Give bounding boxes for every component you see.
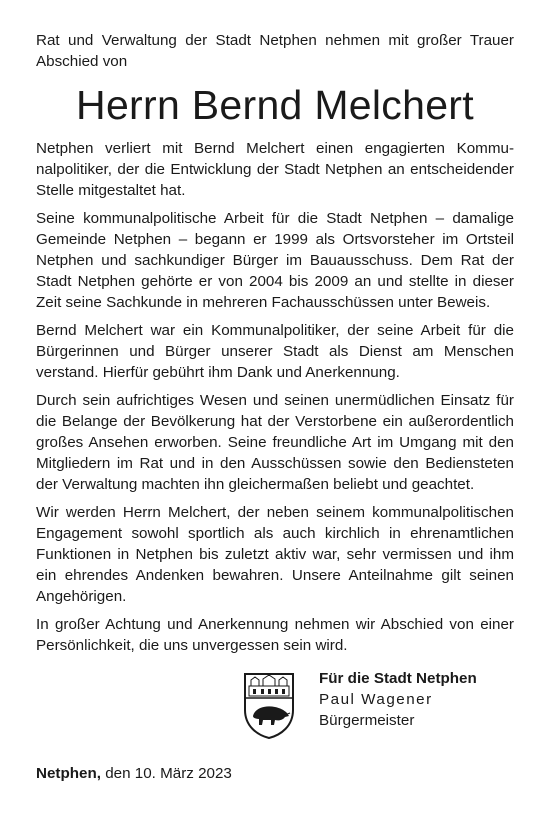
footer-date: den 10. März 2023 (100, 765, 232, 782)
signature-block (36, 668, 514, 758)
obituary-notice (36, 30, 514, 758)
footer-place: Netphen, (36, 765, 101, 782)
deceased-name: Herrn Bernd Melchert (76, 82, 474, 128)
signature-organization: Für die Stadt Netphen (319, 670, 477, 687)
intro-text: Rat und Verwaltung der Stadt Netphen nehmen mit großer Trauer Abschied von (36, 32, 514, 70)
signature-person: Paul Wagener (319, 691, 433, 708)
signature-text (319, 668, 477, 731)
place-and-date (36, 763, 232, 784)
paragraph: Netphen verliert mit Bernd Melchert einen engagierten Kommunalpolitiker, der die Entwicklung der Stadt Netphen an entscheidender Stelle mitgestaltet hat. (36, 140, 514, 199)
signature-role: Bürgermeister (319, 712, 415, 729)
paragraph: Wir werden Herrn Melchert, der neben seinem kommunalpolitischen Engagement sowohl sportlich als auch kirchlich in ehrenamtlichen Funktionen in Netphen bis zuletzt aktiv war, sehr vermissen und ihm ein ehrendes Andenken bewahren. Unsere Anteilnahme gilt seinen Angehörigen. (36, 504, 514, 605)
paragraph: Bernd Melchert war ein Kommunalpolitiker, der seine Arbeit für die Bürgerinnen und Bürger unserer Stadt als Dienst am Menschen verstand. Hierfür gebührt ihm Dank und Anerkennung. (36, 322, 514, 381)
paragraph: In großer Achtung und Anerkennung nehmen wir Abschied von einer Persönlichkeit, die uns unvergessen sein wird. (36, 616, 514, 654)
paragraph: Seine kommunalpolitische Arbeit für die Stadt Netphen – damalige Gemeinde Netphen – begann er 1999 als Ortsvorsteher im Ortsteil Netphen und sachkundiger Bürger im Bauausschuss. Dem Rat der Stadt Netphen gehörte er von 2004 bis 2009 an und stellte in dieser Zeit seine Sachkunde in mehreren Fachausschüssen unter Beweis. (36, 210, 514, 311)
paragraph: Durch sein aufrichtiges Wesen und seinen unermüdlichen Einsatz für die Belange der Bevölkerung hat der Verstorbene ein außerordentlich großes Ansehen erworben. Seine freundliche Art im Umgang mit den Mitgliedern im Rat und in den Ausschüssen sowie den Bediensteten der Verwaltung machten ihn gleichermaßen beliebt und geachtet. (36, 392, 514, 493)
coat-of-arms-icon (243, 672, 295, 740)
